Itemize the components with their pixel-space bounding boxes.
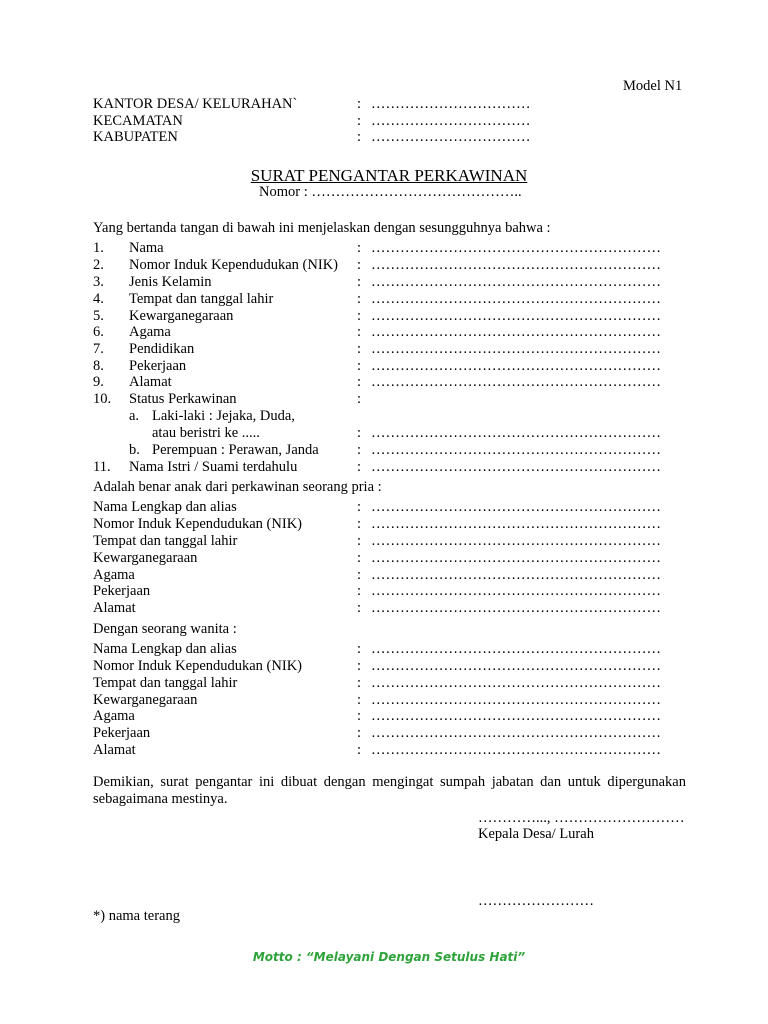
field-row <box>0 459 768 476</box>
item-label: Alamat <box>129 374 172 390</box>
item-number: 8. <box>93 358 104 374</box>
item-label: Status Perkawinan <box>129 391 237 407</box>
fill-dots: …………………………………………………… <box>371 425 661 441</box>
item-number: 2. <box>93 257 104 273</box>
colon: : <box>357 459 362 475</box>
father-intro: Adalah benar anak dari perkawinan seorang pria : <box>93 479 382 495</box>
colon: : <box>357 358 362 374</box>
colon: : <box>357 442 362 458</box>
option-letter: a. <box>129 408 140 424</box>
fill-dots: …………………………………………………… <box>371 583 661 599</box>
fill-dots: …………………………………………………… <box>371 675 661 691</box>
item-number: 7. <box>93 341 104 357</box>
field-row <box>0 658 768 675</box>
field-row <box>0 708 768 725</box>
fill-dots: …………………………………………………… <box>371 358 661 374</box>
item-number: 10. <box>93 391 112 407</box>
field-row <box>0 675 768 692</box>
fill-dots: …………………………………………………… <box>371 257 661 273</box>
field-label: Pekerjaan <box>93 583 151 599</box>
field-label: Nama Lengkap dan alias <box>93 641 237 657</box>
fill-dots: …………………………………………………… <box>371 374 661 390</box>
document-number: Nomor : …………………………………….. <box>259 184 522 200</box>
closing-paragraph: Demikian, surat pengantar ini dibuat dengan mengingat sumpah jabatan dan untuk dipergunakan sebagaimana mestinya. <box>93 774 686 807</box>
colon: : <box>357 641 362 657</box>
field-label: Agama <box>93 567 135 583</box>
colon: : <box>357 291 362 307</box>
field-row <box>0 324 768 341</box>
item-number: 3. <box>93 274 104 290</box>
item-number: 11. <box>93 459 111 475</box>
field-row <box>0 516 768 533</box>
option-text: atau beristri ke ..... <box>152 425 260 441</box>
fill-dots: …………………………… <box>371 96 531 112</box>
field-row <box>0 550 768 567</box>
fill-dots: …………………………………………………… <box>371 240 661 256</box>
colon: : <box>357 658 362 674</box>
field-row <box>0 240 768 257</box>
field-row <box>0 600 768 617</box>
colon: : <box>357 425 362 441</box>
status-option-b <box>0 442 768 459</box>
footnote: *) nama terang <box>93 908 180 924</box>
item-label: Nama <box>129 240 164 256</box>
field-row <box>0 374 768 391</box>
field-row <box>0 308 768 325</box>
field-row <box>0 257 768 274</box>
field-row <box>0 742 768 759</box>
fill-dots: …………………………………………………… <box>371 600 661 616</box>
fill-dots: …………………………………………………… <box>371 459 661 475</box>
fill-dots: …………………………………………………… <box>371 742 661 758</box>
document-title: SURAT PENGANTAR PERKAWINAN <box>250 166 528 185</box>
colon: : <box>357 113 362 129</box>
field-label: Nomor Induk Kependudukan (NIK) <box>93 516 302 532</box>
colon: : <box>357 274 362 290</box>
status-option-a <box>0 408 768 425</box>
header-row-kantor <box>0 96 768 113</box>
item-number: 4. <box>93 291 104 307</box>
fill-dots: …………………………………………………… <box>371 708 661 724</box>
fill-dots: …………………………… <box>371 113 531 129</box>
signature-name-line: …………………… <box>478 893 594 909</box>
item-number: 1. <box>93 240 104 256</box>
field-label: Alamat <box>93 742 136 758</box>
colon: : <box>357 96 362 112</box>
fill-dots: …………………………………………………… <box>371 324 661 340</box>
option-text: Perempuan : Perawan, Janda <box>152 442 319 458</box>
signer-title: Kepala Desa/ Lurah <box>478 826 594 842</box>
item-label: Pendidikan <box>129 341 195 357</box>
colon: : <box>357 550 362 566</box>
fill-dots: …………………………………………………… <box>371 516 661 532</box>
option-letter: b. <box>129 442 140 458</box>
colon: : <box>357 533 362 549</box>
colon: : <box>357 725 362 741</box>
model-code: Model N1 <box>623 78 683 94</box>
field-row <box>0 583 768 600</box>
field-label: Pekerjaan <box>93 725 151 741</box>
fill-dots: …………………………………………………… <box>371 308 661 324</box>
item-number: 6. <box>93 324 104 340</box>
item-label: Kewarganegaraan <box>129 308 234 324</box>
item-label: Pekerjaan <box>129 358 187 374</box>
field-label: Nomor Induk Kependudukan (NIK) <box>93 658 302 674</box>
motto: Motto : “Melayani Dengan Setulus Hati” <box>252 950 526 964</box>
item-label: Nomor Induk Kependudukan (NIK) <box>129 257 338 273</box>
status-option-a-cont <box>0 425 768 442</box>
field-label: Nama Lengkap dan alias <box>93 499 237 515</box>
colon: : <box>357 600 362 616</box>
colon: : <box>357 583 362 599</box>
fill-dots: …………………………………………………… <box>371 658 661 674</box>
field-row <box>0 692 768 709</box>
colon: : <box>357 499 362 515</box>
header-label: KABUPATEN <box>93 129 178 145</box>
field-row <box>0 641 768 658</box>
fill-dots: …………………………………………………… <box>371 442 661 458</box>
colon: : <box>357 391 362 407</box>
field-row <box>0 291 768 308</box>
field-row <box>0 567 768 584</box>
colon: : <box>357 374 362 390</box>
field-label: Tempat dan tanggal lahir <box>93 675 238 691</box>
colon: : <box>357 257 362 273</box>
colon: : <box>357 240 362 256</box>
mother-intro: Dengan seorang wanita : <box>93 621 237 637</box>
colon: : <box>357 567 362 583</box>
header-label: KANTOR DESA/ KELURAHAN` <box>93 96 298 112</box>
header-row-kecamatan <box>0 113 768 130</box>
colon: : <box>357 708 362 724</box>
field-label: Kewarganegaraan <box>93 692 198 708</box>
colon: : <box>357 742 362 758</box>
field-row <box>0 499 768 516</box>
item-number: 5. <box>93 308 104 324</box>
item-label: Nama Istri / Suami terdahulu <box>129 459 298 475</box>
field-row <box>0 341 768 358</box>
colon: : <box>357 129 362 145</box>
header-row-kabupaten <box>0 129 768 146</box>
fill-dots: …………………………………………………… <box>371 692 661 708</box>
fill-dots: …………………………………………………… <box>371 499 661 515</box>
field-row-status <box>0 391 768 408</box>
fill-dots: …………………………………………………… <box>371 641 661 657</box>
colon: : <box>357 692 362 708</box>
colon: : <box>357 324 362 340</box>
fill-dots: …………………………………………………… <box>371 274 661 290</box>
field-row <box>0 533 768 550</box>
field-label: Tempat dan tanggal lahir <box>93 533 238 549</box>
fill-dots: …………………………………………………… <box>371 725 661 741</box>
fill-dots: …………………………………………………… <box>371 550 661 566</box>
option-text: Laki-laki : Jejaka, Duda, <box>152 408 295 424</box>
item-label: Jenis Kelamin <box>129 274 212 290</box>
field-label: Alamat <box>93 600 136 616</box>
item-label: Tempat dan tanggal lahir <box>129 291 274 307</box>
field-row <box>0 725 768 742</box>
field-label: Agama <box>93 708 135 724</box>
colon: : <box>357 675 362 691</box>
fill-dots: …………………………………………………… <box>371 567 661 583</box>
fill-dots: …………………………………………………… <box>371 341 661 357</box>
colon: : <box>357 341 362 357</box>
intro-text: Yang bertanda tangan di bawah ini menjelaskan dengan sesungguhnya bahwa : <box>93 220 551 236</box>
field-label: Kewarganegaraan <box>93 550 198 566</box>
fill-dots: …………………………… <box>371 129 531 145</box>
item-number: 9. <box>93 374 104 390</box>
item-label: Agama <box>129 324 171 340</box>
header-label: KECAMATAN <box>93 113 183 129</box>
field-row <box>0 358 768 375</box>
fill-dots: …………………………………………………… <box>371 533 661 549</box>
colon: : <box>357 308 362 324</box>
fill-dots: …………………………………………………… <box>371 291 661 307</box>
colon: : <box>357 516 362 532</box>
field-row <box>0 274 768 291</box>
place-date-line: …………..., ……………………… <box>478 810 685 826</box>
